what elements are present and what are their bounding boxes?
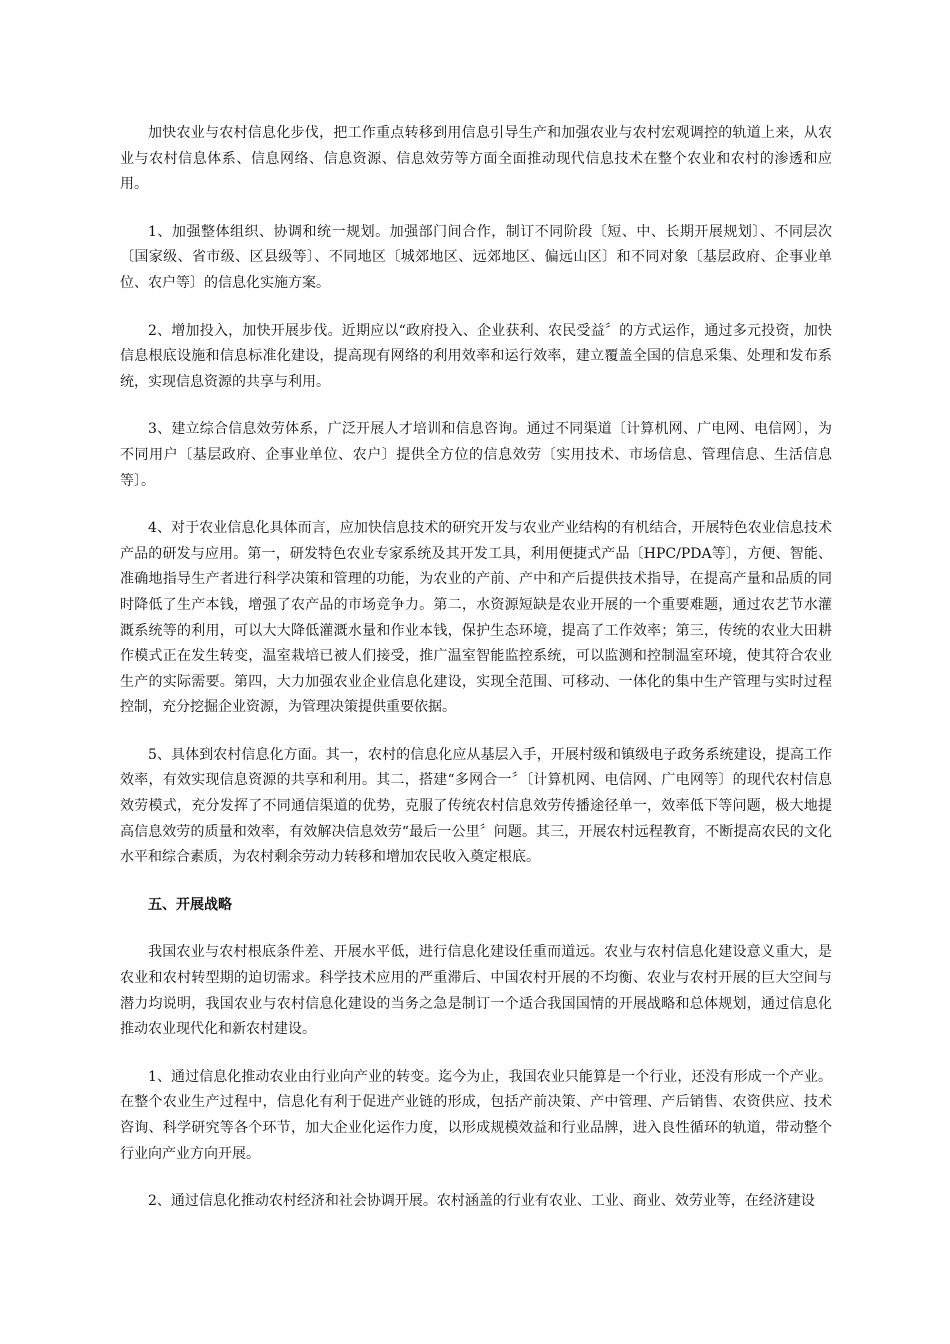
section-heading: 五、开展战略 [148,896,232,913]
paragraph-intro: 加快农业与农村信息化步伐，把工作重点转移到用信息引导生产和加强农业与农村宏观调控的轨道上来，从农业与农村信息体系、信息网络、信息资源、信息效劳等方面全面推动现代信息技术在整个农业和农村的渗透和应用。 [120,125,832,193]
paragraph-strategy-2: 2、通过信息化推动农村经济和社会协调开展。农村涵盖的行业有农业、工业、商业、效劳业等，在经济建设 [148,1193,815,1210]
paragraph-item-5: 5、具体到农村信息化方面。其一，农村的信息化应从基层入手，开展村级和镇级电子政务系统建设，提高工作效率，有效实现信息资源的共享和利用。其二，搭建“多网合一〞〔计算机网、电信网、广电网等〕的现代农村信息效劳模式，充分发挥了不同通信渠道的优势，克服了传统农村信息效劳传播途径单一，效率低下等问题，极大地提高信息效劳的质量和效率，有效解决信息效劳“最后一公里〞问题。其三，开展农村远程教育，不断提高农民的文化水平和综合素质，为农村剩余劳动力转移和增加农民收入奠定根底。 [120,746,832,866]
paragraph-item-4: 4、对于农业信息化具体而言，应加快信息技术的研究开发与农业产业结构的有机结合，开展特色农业信息技术产品的研发与应用。第一，研发特色农业专家系统及其开发工具，利用便捷式产品〔HPC/PDA等〕，方便、智能、准确地指导生产者进行科学决策和管理的功能，为农业的产前、产中和产后提供技术指导，在提高产量和品质的同时降低了生产本钱，增强了农产品的市场竞争力。第二，水资源短缺是农业开展的一个重要难题，通过农艺节水灌溉系统等的利用，可以大大降低灌溉水量和作业本钱，保护生态环境，提高了工作效率；第三，传统的农业大田耕作模式正在发生转变，温室栽培已被人们接受，推广温室智能监控系统，可以监测和控制温室环境，使其符合农业生产的实际需要。第四，大力加强农业企业信息化建设，实现全范围、可移动、一体化的集中生产管理与实时过程控制，充分挖掘企业资源，为管理决策提供重要依据。 [120,520,832,716]
document-body [120,121,832,1237]
paragraph-strategy-1: 1、通过信息化推动农业由行业向产业的转变。迄今为止，我国农业只能算是一个行业，还没有形成一个产业。在整个农业生产过程中，信息化有利于促进产业链的形成，包括产前决策、产中管理、产后销售、农资供应、技术咨询、科学研究等各个环节，加大企业化运作力度，以形成规模效益和行业品牌，进入良性循环的轨道，带动整个行业向产业方向开展。 [120,1068,832,1162]
paragraph-item-1: 1、加强整体组织、协调和统一规划。加强部门间合作，制订不同阶段〔短、中、长期开展规划〕、不同层次〔国家级、省市级、区县级等〕、不同地区〔城郊地区、远郊地区、偏远山区〕和不同对象〔基层政府、企事业单位、农户等〕的信息化实施方案。 [120,223,832,291]
paragraph-item-2: 2、增加投入，加快开展步伐。近期应以“政府投入、企业获利、农民受益〞的方式运作，通过多元投资，加快信息根底设施和信息标准化建设，提高现有网络的利用效率和运行效率，建立覆盖全国的信息采集、处理和发布系统，实现信息资源的共享与利用。 [120,322,832,390]
paragraph-strategy-intro: 我国农业与农村根底条件差、开展水平低，进行信息化建设任重而道远。农业与农村信息化建设意义重大，是农业和农村转型期的迫切需求。科学技术应用的严重滞后、中国农村开展的不均衡、农业与农村开展的巨大空间与潜力均说明，我国农业与农村信息化建设的当务之急是制订一个适合我国国情的开展战略和总体规划，通过信息化推动农业现代化和新农村建设。 [120,944,832,1038]
paragraph-item-3: 3、建立综合信息效劳体系，广泛开展人才培训和信息咨询。通过不同渠道〔计算机网、广电网、电信网〕，为不同用户〔基层政府、企事业单位、农户〕提供全方位的信息效劳〔实用技术、市场信息、管理信息、生活信息等〕。 [120,421,832,489]
